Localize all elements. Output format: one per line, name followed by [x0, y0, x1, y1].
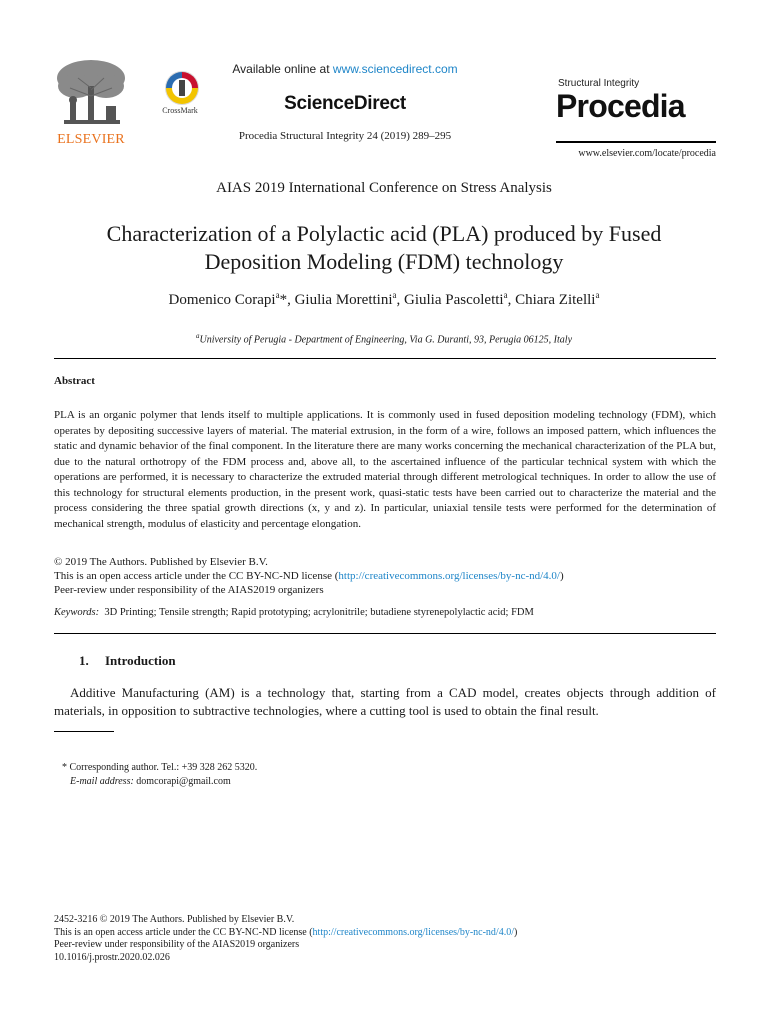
email-line: [62, 775, 662, 789]
affiliation: [0, 332, 768, 345]
affiliation-text: University of Perugia - Department of Engineering, Via G. Duranti, 93, Perugia 06125, Italy: [199, 334, 573, 346]
footnote-marker: *: [62, 762, 67, 773]
paper-title: [40, 220, 728, 276]
corresponding-author-line: [62, 761, 662, 775]
keywords-label: Keywords:: [54, 607, 100, 618]
license-link[interactable]: http://creativecommons.org/licenses/by-nc-nd/4.0/: [338, 570, 560, 582]
bottom-license-prefix: This is an open access article under the CC BY-NC-ND license (: [54, 926, 313, 938]
title-line-1: Characterization of a Polylactic acid (PLA) produced by Fused: [106, 221, 662, 246]
doi-line[interactable]: 10.1016/j.prostr.2020.02.026: [54, 951, 170, 963]
divider-bottom: [54, 633, 716, 634]
license-prefix: This is an open access article under the CC BY-NC-ND license (: [54, 570, 339, 582]
abstract-heading: Abstract: [54, 375, 95, 387]
keywords-text: 3D Printing; Tensile strength; Rapid prototyping; acrylonitrile; butadiene styrenepolylactic acid; FDM: [104, 607, 534, 618]
crossmark-label: CrossMark: [162, 106, 198, 115]
section-title: Introduction: [105, 653, 176, 668]
issn-line: 2452-3216 © 2019 The Authors. Published by Elsevier B.V.: [54, 914, 295, 925]
affiliation-sup: a: [195, 332, 200, 340]
divider-top: [54, 358, 716, 359]
bottom-license-suffix: ): [513, 926, 518, 938]
author-affil-sup: a: [503, 290, 508, 300]
elsevier-logo[interactable]: [48, 56, 134, 148]
copyright-line: © 2019 The Authors. Published by Elsevier B.V.: [54, 556, 268, 568]
crossmark-icon: [157, 70, 207, 106]
license-line: [54, 569, 716, 583]
procedia-logo[interactable]: [556, 62, 716, 143]
bottom-peer-review-line: Peer-review under responsibility of the AIAS2019 organizers: [54, 939, 300, 950]
footnote: [62, 761, 662, 789]
author-name: Domenico Corapi: [168, 292, 276, 308]
bottom-license-link[interactable]: http://creativecommons.org/licenses/by-nc-nd/4.0/: [312, 926, 514, 938]
email-label: E-mail address:: [70, 776, 134, 787]
elsevier-wordmark: ELSEVIER: [57, 132, 125, 147]
procedia-subtitle: Structural Integrity: [558, 78, 640, 89]
sciencedirect-logo[interactable]: ScienceDirect: [284, 93, 406, 114]
journal-citation: Procedia Structural Integrity 24 (2019) 289–295: [238, 130, 452, 142]
sciencedirect-link[interactable]: www.sciencedirect.com: [332, 62, 458, 76]
bottom-metadata: [54, 914, 716, 964]
author-name: Giulia Pascoletti: [404, 292, 504, 308]
author-affil-sup: a: [392, 290, 397, 300]
section-heading-introduction: [79, 653, 176, 669]
bottom-license-line: [54, 927, 716, 940]
author-affil-sup: a: [595, 290, 600, 300]
peer-review-line: Peer-review under responsibility of the AIAS2019 organizers: [54, 584, 324, 596]
license-suffix: ): [560, 570, 564, 582]
introduction-paragraph: Additive Manufacturing (AM) is a technology that, starting from a CAD model, creates objects through addition of materials, in opposition to subtractive technologies, where a cutting tool is used to obtain the final result.: [54, 685, 716, 718]
corresponding-author-text: Corresponding author. Tel.: +39 328 262 5320.: [69, 762, 258, 773]
keywords-line: [54, 607, 716, 618]
available-online-line: [210, 62, 480, 76]
footnote-rule: [54, 731, 114, 732]
conference-name: AIAS 2019 International Conference on Stress Analysis: [216, 180, 552, 196]
elsevier-tree-icon: [48, 56, 134, 132]
abstract-text: PLA is an organic polymer that lends itself to multiple applications. It is commonly used in fused deposition modeling technology (FDM), which operates by depositing successive layers of material. The material extrusion, in the form of a wire, follows an imposed pattern, which influences the static and dynamic behavior of the final component. In the literature there are many works concerning the mechanical characterization of the PLA but, due to the natural orthotropy of the FDM process and, above all, to the ascertained influence of the particular technical system with which the operations are performed, it is necessary to characterize the extruded material through different metrological techniques. In order to allow the use of this technology for structural elements production, in the present work, quasi-static tests have been carried out to characterize the material and the process considering the three spatial growth directions (x, y and z). In particular, uniaxial tensile tests were performed for the determination of mechanical strength, modulus of elasticity and percentage elongation.: [54, 409, 716, 530]
procedia-wordmark: Procedia: [556, 88, 685, 124]
abstract-license-block: [54, 555, 716, 597]
email-address[interactable]: domcorapi@gmail.com: [136, 776, 231, 787]
author-list: Domenico Corapi$^a$*, Giulia Morettini$^a$, Giulia Pascoletti$^a$, Chiara Zitelli$^a$: [168, 290, 600, 308]
author-name: Chiara Zitelli: [515, 292, 596, 308]
procedia-url-link[interactable]: www.elsevier.com/locate/procedia: [578, 148, 716, 159]
corresponding-mark: *: [279, 292, 288, 308]
section-number: 1.: [79, 653, 89, 668]
author-affil-sup: a: [275, 290, 280, 300]
available-prefix: Available online at: [232, 62, 333, 76]
author-name: Giulia Morettini: [294, 292, 393, 308]
title-line-2: Deposition Modeling (FDM) technology: [204, 249, 564, 274]
